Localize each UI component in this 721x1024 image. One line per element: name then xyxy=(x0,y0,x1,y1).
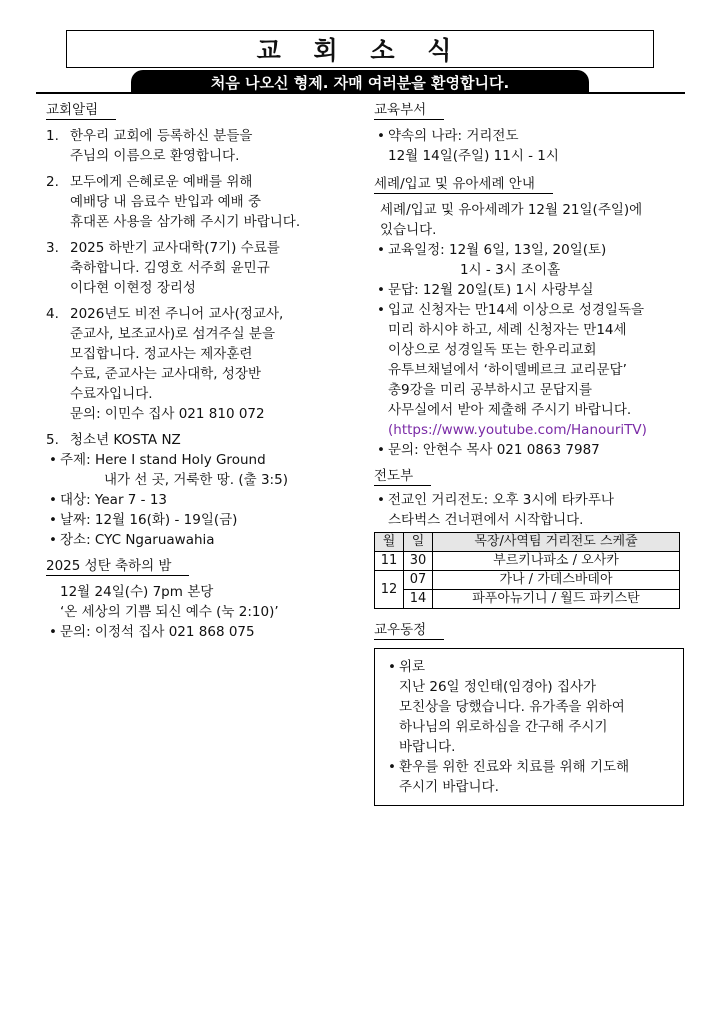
edu-heading: 교육부서 xyxy=(374,101,444,120)
christmas-theme: ‘온 세상의 기쁨 되신 예수 (눅 2:10)’ xyxy=(60,604,279,620)
evangelism-schedule-table xyxy=(374,532,680,609)
kosta-place: • 장소: CYC Ngaruawahia xyxy=(46,530,364,550)
evangelism-heading: 전도부 xyxy=(374,467,431,486)
page-title: 교 회 소 식 xyxy=(66,30,654,68)
kosta-date: • 날짜: 12월 16(화) - 19일(금) xyxy=(46,510,364,530)
right-column xyxy=(374,100,686,806)
table-row: 14 파푸아뉴기니 / 월드 파키스탄 xyxy=(375,590,680,609)
edu-time: 12월 14일(주일) 11시 - 1시 xyxy=(388,148,559,164)
announcement-item: 1. 한우리 교회에 등록하신 분들을 주님의 이름으로 환영합니다. xyxy=(46,128,253,164)
kosta-theme-ko: 내가 선 곳, 거룩한 땅. (출 3:5) xyxy=(104,472,288,488)
bullet-icon: • xyxy=(49,512,57,528)
prayer-request: • 환우를 위한 진료와 치료를 위해 기도해 주시기 바랍니다. xyxy=(385,757,673,797)
welcome-banner: 처음 나오신 형제. 자매 여러분을 환영합니다. xyxy=(131,70,589,94)
header-rule xyxy=(36,92,685,94)
bullet-icon: • xyxy=(388,759,396,775)
baptism-schedule: • 교육일정: 12월 6일, 13일, 20일(토) xyxy=(374,240,686,260)
youtube-link[interactable]: (https://www.youtube.com/HanouriTV) xyxy=(388,422,647,438)
baptism-schedule-time: 1시 - 3시 조이홀 xyxy=(460,262,561,278)
announcements-heading: 교회알림 xyxy=(46,101,116,120)
bullet-icon: • xyxy=(49,624,57,640)
fellowship-heading: 교우동정 xyxy=(374,621,444,640)
bullet-icon: • xyxy=(377,492,385,508)
kosta-theme: • 주제: Here I stand Holy Ground xyxy=(46,450,364,470)
bullet-icon: • xyxy=(377,242,385,258)
announcement-item: 2. 모두에게 은혜로운 예배를 위해 예배당 내 음료수 반입과 예배 중 휴대폰 사용을 삼가해 주시기 바랍니다. xyxy=(46,174,301,230)
kosta-target: • 대상: Year 7 - 13 xyxy=(46,490,364,510)
bullet-icon: • xyxy=(377,302,385,318)
christmas-contact: • 문의: 이정석 집사 021 868 075 xyxy=(46,622,364,642)
baptism-heading: 세례/입교 및 유아세례 안내 xyxy=(374,175,553,194)
evangelism-location: 스타벅스 건너편에서 시작합니다. xyxy=(388,512,584,528)
table-header-row: 월 일 목장/사역팀 거리전도 스케쥴 xyxy=(375,533,680,552)
bullet-icon: • xyxy=(49,452,57,468)
baptism-intro: 세례/입교 및 유아세례가 12월 21일(주일)에 xyxy=(380,202,643,218)
bullet-icon: • xyxy=(49,532,57,548)
evangelism-item: • 전교인 거리전도: 오후 3시에 타카푸나 xyxy=(374,490,686,510)
edu-item: • 약속의 나라: 거리전도 xyxy=(374,126,686,146)
comfort-title: • 위로 xyxy=(385,657,673,677)
kosta-item: 5. 청소년 KOSTA NZ xyxy=(46,432,181,448)
fellowship-box: • 위로 지난 26일 정인태(임경아) 집사가 모친상을 당했습니다. 유가족을 위하여 하나님의 위로하심을 간구해 주시기 바랍니다. • 환우를 위한 진료와 치료를 위해 기도해 주시기 바랍니다. xyxy=(374,648,684,806)
table-row: 11 30 부르키나파소 / 오사카 xyxy=(375,552,680,571)
bullet-icon: • xyxy=(388,659,396,675)
bullet-icon: • xyxy=(377,128,385,144)
table-row: 12 07 가나 / 가데스바데아 xyxy=(375,571,680,590)
christmas-heading: 2025 성탄 축하의 밤 xyxy=(46,557,189,576)
left-column xyxy=(46,100,364,642)
announcement-item: 3. 2025 하반기 교사대학(7기) 수료를 축하합니다. 김영호 서주희 윤민규 이다현 이현정 장리성 xyxy=(46,240,280,296)
bullet-icon: • xyxy=(49,492,57,508)
baptism-contact: • 문의: 안현수 목사 021 0863 7987 xyxy=(374,440,686,460)
announcement-item: 4. 2026년도 비전 주니어 교사(정교사, 준교사, 보조교사)로 섬겨주실 분을 모집합니다. 정교사는 제자훈련 수료, 준교사는 교사대학, 성장반 수료자입니다. 문의: 이민수 집사 021 810 072 xyxy=(46,306,284,422)
bullet-icon: • xyxy=(377,282,385,298)
baptism-interview: • 문답: 12월 20일(토) 1시 사랑부실 xyxy=(374,280,686,300)
bullet-icon: • xyxy=(377,442,385,458)
baptism-intro-2: 있습니다. xyxy=(380,222,437,238)
baptism-apply: • 입교 신청자는 만14세 이상으로 성경일독을 미리 하시야 하고, 세례 신청자는 만14세 이상으로 성경일독 또는 한우리교회 유투브채널에서 ‘하이델베르크 교리문답’ 총9강을 미리 공부하시고 문답지를 사무실에서 받아 제출해 주시기 바랍니다. (https://www.youtube.com/HanouriTV) xyxy=(374,300,686,440)
christmas-time: 12월 24일(수) 7pm 본당 xyxy=(60,584,214,600)
